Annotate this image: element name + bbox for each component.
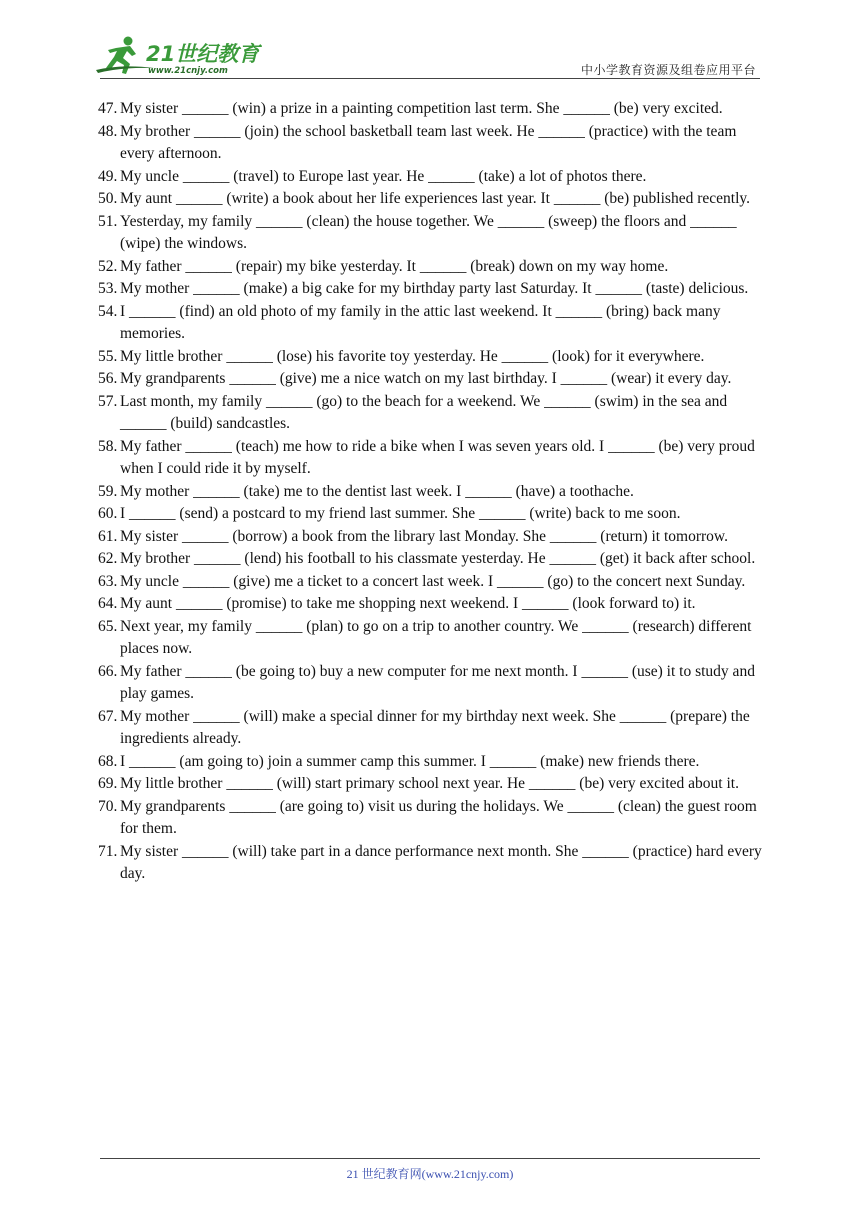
logo bbox=[92, 34, 262, 78]
question-text: My uncle ______ (travel) to Europe last year. He ______ (take) a lot of photos there. bbox=[120, 167, 647, 185]
question-item bbox=[98, 256, 770, 279]
question-text: My mother ______ (take) me to the dentist last week. I ______ (have) a toothache. bbox=[120, 482, 634, 500]
question-number: 47. bbox=[98, 100, 118, 117]
question-item bbox=[98, 346, 770, 369]
logo-main-text: 21世纪教育 bbox=[146, 42, 260, 66]
question-number: 49. bbox=[98, 167, 118, 185]
question-number: 65. bbox=[98, 617, 118, 635]
question-text: My brother ______ (join) the school basketball team last week. He ______ (practice) with the team every afternoon. bbox=[120, 122, 737, 162]
question-text: I ______ (send) a postcard to my friend last summer. She ______ (write) back to me soon. bbox=[120, 505, 681, 522]
question-item bbox=[98, 368, 770, 391]
question-text: My mother ______ (will) make a special dinner for my birthday next week. She ______ (prepare) the ingredients already. bbox=[120, 707, 750, 747]
question-text: I ______ (find) an old photo of my family in the attic last weekend. It ______ (bring) back many memories. bbox=[120, 302, 721, 342]
question-item bbox=[98, 526, 770, 549]
question-text: My brother ______ (lend) his football to his classmate yesterday. He ______ (get) it back after school. bbox=[120, 550, 756, 567]
question-text: Yesterday, my family ______ (clean) the house together. We ______ (sweep) the floors and ______ (wipe) the windows. bbox=[120, 212, 737, 252]
question-item bbox=[98, 278, 770, 301]
page-header bbox=[92, 34, 760, 78]
question-item bbox=[98, 616, 770, 661]
question-item bbox=[98, 121, 770, 166]
question-item bbox=[98, 751, 770, 774]
question-number: 59. bbox=[98, 482, 118, 500]
question-text: My father ______ (be going to) buy a new computer for me next month. I ______ (use) it to study and play games. bbox=[120, 662, 755, 702]
question-item bbox=[98, 661, 770, 706]
question-number: 50. bbox=[98, 190, 118, 207]
question-number: 70. bbox=[98, 797, 118, 815]
question-text: My father ______ (repair) my bike yesterday. It ______ (break) down on my way home. bbox=[120, 257, 669, 275]
question-item bbox=[98, 773, 770, 796]
question-item bbox=[98, 166, 770, 189]
question-number: 56. bbox=[98, 370, 118, 387]
question-number: 58. bbox=[98, 437, 118, 455]
question-item bbox=[98, 548, 770, 571]
question-list bbox=[98, 98, 770, 886]
question-item bbox=[98, 98, 770, 121]
platform-name: 中小学教育资源及组卷应用平台 bbox=[580, 63, 756, 77]
question-number: 61. bbox=[98, 527, 118, 545]
question-item bbox=[98, 503, 770, 526]
question-text: My aunt ______ (promise) to take me shopping next weekend. I ______ (look forward to) it. bbox=[120, 595, 696, 612]
question-item bbox=[98, 188, 770, 211]
question-text: My mother ______ (make) a big cake for my birthday party last Saturday. It ______ (taste) delicious. bbox=[120, 280, 749, 297]
question-number: 63. bbox=[98, 572, 118, 590]
question-text: My uncle ______ (give) me a ticket to a concert last week. I ______ (go) to the concert next Sunday. bbox=[120, 572, 746, 590]
question-number: 68. bbox=[98, 752, 118, 770]
question-number: 52. bbox=[98, 257, 118, 275]
question-text: My sister ______ (borrow) a book from the library last Monday. She ______ (return) it tomorrow. bbox=[120, 527, 728, 545]
question-text: My little brother ______ (will) start primary school next year. He ______ (be) very excited about it. bbox=[120, 775, 739, 792]
question-number: 54. bbox=[98, 302, 118, 320]
question-text: I ______ (am going to) join a summer camp this summer. I ______ (make) new friends there. bbox=[120, 752, 700, 770]
question-text: My grandparents ______ (give) me a nice watch on my last birthday. I ______ (wear) it every day. bbox=[120, 370, 732, 387]
question-number: 57. bbox=[98, 392, 118, 410]
question-text: My father ______ (teach) me how to ride a bike when I was seven years old. I ______ (be) very proud when I could ride it by myself. bbox=[120, 437, 755, 477]
question-number: 66. bbox=[98, 662, 118, 680]
question-item bbox=[98, 796, 770, 841]
question-number: 67. bbox=[98, 707, 118, 725]
question-item bbox=[98, 841, 770, 886]
question-number: 48. bbox=[98, 122, 118, 140]
question-number: 53. bbox=[98, 280, 118, 297]
question-text: My sister ______ (will) take part in a dance performance next month. She ______ (practice) hard every day. bbox=[120, 842, 762, 882]
header-divider bbox=[100, 78, 760, 79]
question-text: Next year, my family ______ (plan) to go on a trip to another country. We ______ (research) different places now. bbox=[120, 617, 752, 657]
footer-text: 21 世纪教育网(www.21cnjy.com) bbox=[346, 1167, 514, 1181]
question-item bbox=[98, 706, 770, 751]
question-item bbox=[98, 436, 770, 481]
question-number: 51. bbox=[98, 212, 118, 230]
question-number: 55. bbox=[98, 347, 118, 365]
question-text: My grandparents ______ (are going to) visit us during the holidays. We ______ (clean) the guest room for them. bbox=[120, 797, 757, 837]
question-number: 71. bbox=[98, 842, 118, 860]
question-item bbox=[98, 391, 770, 436]
question-number: 62. bbox=[98, 550, 118, 567]
question-item bbox=[98, 301, 770, 346]
question-item bbox=[98, 481, 770, 504]
question-number: 64. bbox=[98, 595, 118, 612]
question-number: 60. bbox=[98, 505, 118, 522]
question-text: Last month, my family ______ (go) to the beach for a weekend. We ______ (swim) in the sea and ______ (build) sandcastles. bbox=[120, 392, 728, 432]
question-text: My sister ______ (win) a prize in a painting competition last term. She ______ (be) very excited. bbox=[120, 100, 723, 117]
logo-url-text: www.21cnjy.com bbox=[148, 66, 228, 76]
question-text: My aunt ______ (write) a book about her life experiences last year. It ______ (be) published recently. bbox=[120, 190, 750, 207]
footer-divider bbox=[100, 1158, 760, 1159]
question-item bbox=[98, 571, 770, 594]
question-text: My little brother ______ (lose) his favorite toy yesterday. He ______ (look) for it everywhere. bbox=[120, 347, 705, 365]
question-item bbox=[98, 211, 770, 256]
question-number: 69. bbox=[98, 775, 118, 792]
question-item bbox=[98, 593, 770, 616]
